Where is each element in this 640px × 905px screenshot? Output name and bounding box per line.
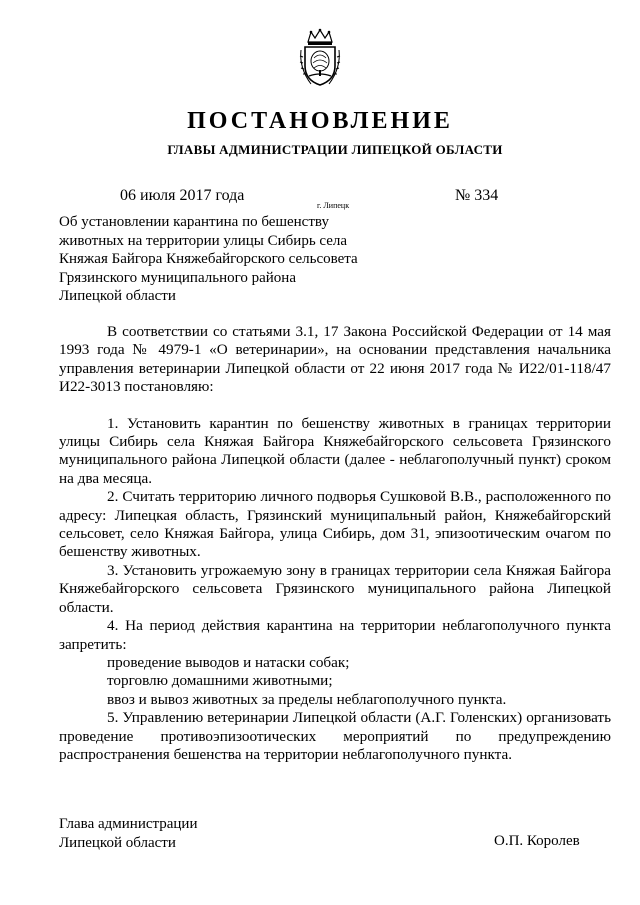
document-body [59,323,611,764]
document-number: № 334 [455,187,499,204]
preamble-paragraph: В соответствии со статьями 3.1, 17 Закона Российской Федерации от 14 мая 1993 года № 4979-1 «О ветеринарии», на основании представления начальника управления ветеринарии Липецкой области от 22 июня 2017 года № И22/01-118/47 И22-3013 постановляю: [59,323,611,396]
signer-name: О.П. Королев [494,833,580,849]
document-subtitle: ГЛАВЫ АДМИНИСТРАЦИИ ЛИПЕЦКОЙ ОБЛАСТИ [167,142,503,157]
document-title: ПОСТАНОВЛЕНИЕ [187,108,453,134]
item-1-paragraph: 1. Установить карантин по бешенству животных в границах территории улицы Сибирь села Княжая Байгора Княжебайгорского сельсовета Грязинского муниципального района Липецкой области (далее - неблагополучный пункт) сроком на два месяца. [59,414,611,487]
document-date: 06 июля 2017 года [120,187,245,204]
signer-position-line-1: Глава администрации [59,816,198,832]
item-4-sub-1: проведение выводов и натаски собак; [107,653,350,671]
signature-block [59,815,197,852]
item-2-paragraph: 2. Считать территорию личного подворья Сушковой В.В., расположенного по адресу: Липецкая область, Грязинский муниципальный район, Княжебайгорский сельсовет, село Княжая Байгора, улица Сибирь, дом 31, эпизоотическим очагом по бешенству животных. [59,488,611,561]
item-4-sub-2: торговлю домашними животными; [107,672,333,690]
item-5-paragraph: 5. Управлению ветеринарии Липецкой области (А.Г. Голенских) организовать проведение противоэпизоотических мероприятий по предупреждению распространения бешенства на территории неблагополучного пункта. [59,709,611,763]
document-city: г. Липецк [317,201,350,210]
item-4-paragraph: 4. На период действия карантина на территории неблагополучного пункта запретить: [59,617,611,653]
item-3-paragraph: 3. Установить угрожаемую зону в границах территории села Княжая Байгора Княжебайгорского сельсовета Грязинского муниципального района Липецкой области. [59,561,611,616]
document-subject: Об установлении карантина по бешенству животных на территории улицы Сибирь села Княжая Байгора Княжебайгорского сельсовета Грязинского муниципального района Липецкой области [59,214,358,305]
signer-position-line-2: Липецкой области [59,834,176,851]
item-4-sub-3: ввоз и вывоз животных за пределы неблагополучного пункта. [107,690,507,708]
coat-of-arms-icon [297,28,343,88]
